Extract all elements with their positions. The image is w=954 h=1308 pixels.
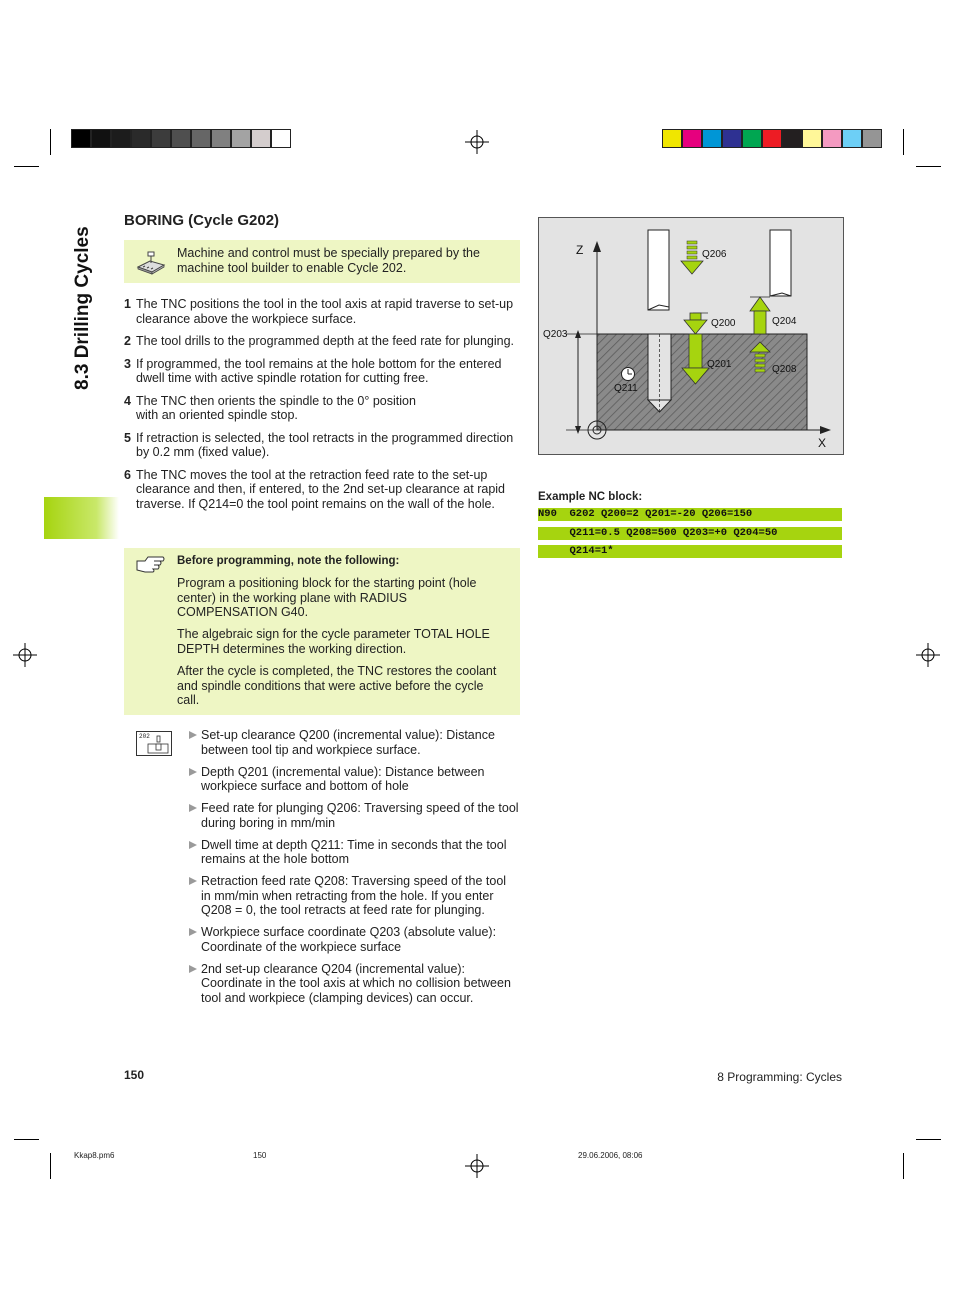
- q200-label: Q200: [711, 318, 736, 329]
- axis-z-label: Z: [576, 243, 584, 257]
- calibration-swatch: [151, 129, 171, 148]
- calibration-swatch: [822, 129, 842, 148]
- calibration-swatch: [131, 129, 151, 148]
- print-datetime: 29.06.2006, 08:06: [578, 1151, 643, 1160]
- parameter-item: Depth Q201 (incremental value): Distance between workpiece surface and bottom of hole: [189, 765, 519, 794]
- parameter-list: [189, 728, 519, 1013]
- step-item: 1 The TNC positions the tool in the tool axis at rapid traverse to set-up clearance above the workpiece surface.: [124, 297, 514, 326]
- procedure-steps: [124, 297, 520, 519]
- q204-label: Q204: [772, 316, 797, 327]
- machine-icon: [136, 251, 166, 275]
- nc-code-line: Q214=1*: [538, 545, 842, 558]
- registration-mark-icon: [13, 643, 37, 667]
- nc-code-line: Q211=0.5 Q208=500 Q203=+0 Q204=50: [538, 527, 842, 540]
- chapter-tab: [44, 497, 119, 539]
- calibration-swatch: [111, 129, 131, 148]
- step-item: 3 If programmed, the tool remains at the hole bottom for the entered dwell time with active spindle rotation for cutting free.: [124, 356, 502, 385]
- nc-code-line: N90 G202 Q200=2 Q201=-20 Q206=150: [538, 508, 842, 521]
- registration-mark-icon: [916, 643, 940, 667]
- file-name: Kkap8.pm6: [74, 1151, 115, 1160]
- machine-note-text: Machine and control must be specially prepared by the machine tool builder to enable Cycle 202.: [177, 246, 480, 275]
- programming-note-paragraph: After the cycle is completed, the TNC restores the coolant and spindle conditions that were active before the cycle call.: [177, 664, 497, 707]
- programming-note-heading: Before programming, note the following:: [177, 555, 400, 567]
- chapter-sidebar-title: 8.3 Drilling Cycles: [72, 226, 93, 390]
- chapter-footer: 8 Programming: Cycles: [717, 1070, 842, 1084]
- page-number: 150: [124, 1068, 145, 1082]
- pointing-hand-icon: [136, 555, 166, 573]
- calibration-swatch: [742, 129, 762, 148]
- machine-note: [124, 240, 520, 283]
- q208-label: Q208: [772, 364, 797, 375]
- q206-label: Q206: [702, 249, 727, 260]
- calibration-swatch: [682, 129, 702, 148]
- step-item: 6 The TNC moves the tool at the retraction feed rate to the set-up clearance and then, if entered, to the 2nd set-up clearance at rapid traverse. If Q214=0 the tool point remains on the wall of the hole.: [124, 467, 505, 511]
- programming-note-paragraph: The algebraic sign for the cycle parameter TOTAL HOLE DEPTH determines the working direction.: [177, 627, 490, 656]
- parameter-item: Retraction feed rate Q208: Traversing speed of the tool in mm/min when retracting from the hole. If you enter Q208 = 0, the tool retracts at feed rate for plunging.: [189, 874, 519, 918]
- example-heading: Example NC block:: [538, 491, 643, 503]
- q201-label: Q201: [707, 359, 732, 370]
- registration-mark-icon: [465, 130, 489, 154]
- step-item: 4 The TNC then orients the spindle to the 0° position with an oriented spindle stop.: [124, 393, 416, 422]
- boring-cycle-diagram: [538, 217, 844, 456]
- calibration-swatch: [782, 129, 802, 148]
- step-item: 5 If retraction is selected, the tool retracts in the programmed direction by 0.2 mm (fixed value).: [124, 430, 514, 459]
- calibration-swatch: [662, 129, 682, 148]
- registration-mark-icon: [465, 1154, 489, 1178]
- axis-x-label: X: [818, 436, 827, 450]
- q211-label: Q211: [614, 383, 638, 394]
- cycle-softkey-icon: 202: [136, 731, 172, 756]
- crop-mark: [916, 166, 941, 167]
- crop-mark: [14, 166, 39, 167]
- calibration-swatch: [211, 129, 231, 148]
- calibration-swatch: [171, 129, 191, 148]
- calibration-swatch: [722, 129, 742, 148]
- q203-label: Q203: [543, 329, 568, 340]
- calibration-swatch: [271, 129, 291, 148]
- parameter-item: Dwell time at depth Q211: Time in seconds that the tool remains at the hole bottom: [189, 838, 519, 867]
- page-small: 150: [253, 1151, 267, 1160]
- programming-note-paragraph: Program a positioning block for the starting point (hole center) in the working plane with RADIUS COMPENSATION G40.: [177, 576, 477, 619]
- calibration-swatch: [762, 129, 782, 148]
- parameter-item: Workpiece surface coordinate Q203 (absolute value): Coordinate of the workpiece surface: [189, 925, 519, 954]
- crop-mark: [903, 1153, 904, 1179]
- calibration-swatch: [802, 129, 822, 148]
- calibration-swatch: [862, 129, 882, 148]
- parameter-item: Set-up clearance Q200 (incremental value): Distance between tool tip and workpiece surface.: [189, 728, 519, 757]
- calibration-swatch: [231, 129, 251, 148]
- crop-mark: [14, 1139, 39, 1140]
- step-item: 2 The tool drills to the programmed depth at the feed rate for plunging.: [124, 334, 515, 348]
- crop-mark: [916, 1139, 941, 1140]
- calibration-swatch: [91, 129, 111, 148]
- crop-mark: [50, 1153, 51, 1179]
- programming-note: [124, 548, 520, 715]
- calibration-swatch: [702, 129, 722, 148]
- parameter-item: 2nd set-up clearance Q204 (incremental value): Coordinate in the tool axis at which no collision between tool and workpiece (clamping devices) can occur.: [189, 962, 519, 1006]
- crop-mark: [50, 129, 51, 155]
- calibration-swatch: [191, 129, 211, 148]
- calibration-swatch: [251, 129, 271, 148]
- calibration-swatch: [842, 129, 862, 148]
- calibration-swatch: [71, 129, 91, 148]
- parameter-item: Feed rate for plunging Q206: Traversing speed of the tool during boring in mm/min: [189, 801, 519, 830]
- section-title: BORING (Cycle G202): [124, 212, 280, 229]
- crop-mark: [903, 129, 904, 155]
